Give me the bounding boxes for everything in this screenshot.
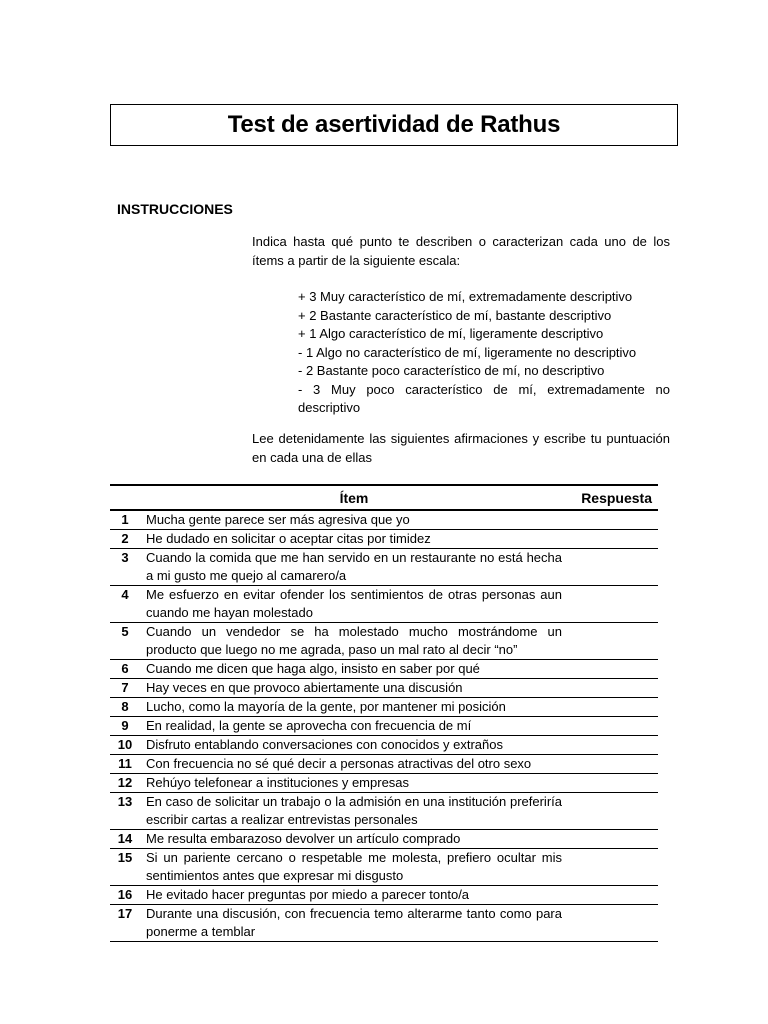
scale-item: + 1 Algo característico de mí, ligeramente descriptivo	[298, 326, 604, 341]
response-cell[interactable]	[568, 717, 658, 736]
item-text: En realidad, la gente se aprovecha con frecuencia de mí	[146, 718, 472, 733]
table-row	[110, 774, 658, 793]
scale-item: + 3 Muy característico de mí, extremadamente descriptivo	[298, 289, 633, 304]
item-number: 10	[117, 737, 133, 752]
items-table	[110, 484, 658, 942]
response-cell[interactable]	[568, 623, 658, 660]
table-row	[110, 905, 658, 942]
item-number: 17	[117, 906, 133, 921]
header-response: Respuesta	[581, 490, 652, 506]
table-header-row	[110, 485, 658, 510]
item-text: Rehúyo telefonear a instituciones y empresas	[146, 775, 410, 790]
instructions-intro: Indica hasta qué punto te describen o caracterizan cada uno de los ítems a partir de la siguiente escala:	[252, 234, 670, 268]
item-number: 9	[121, 718, 129, 733]
response-cell[interactable]	[568, 905, 658, 942]
item-text: Durante una discusión, con frecuencia temo alterarme tanto como para ponerme a temblar	[146, 906, 562, 939]
response-cell[interactable]	[568, 830, 658, 849]
item-text: Si un pariente cercano o respetable me molesta, prefiero ocultar mis sentimientos antes que expresar mi disgusto	[146, 850, 562, 883]
table-row	[110, 717, 658, 736]
table-row	[110, 736, 658, 755]
response-cell[interactable]	[568, 793, 658, 830]
reading-instructions: Lee detenidamente las siguientes afirmaciones y escribe tu puntuación en cada una de ellas	[252, 431, 670, 465]
response-cell[interactable]	[568, 755, 658, 774]
rating-scale	[298, 288, 670, 418]
instructions-heading: INSTRUCCIONES	[117, 201, 233, 217]
response-cell[interactable]	[568, 774, 658, 793]
item-text: Mucha gente parece ser más agresiva que yo	[146, 512, 410, 527]
item-text: Cuando la comida que me han servido en un restaurante no está hecha a mi gusto me quejo al camarero/a	[146, 550, 562, 583]
item-number: 1	[121, 512, 129, 527]
table-row	[110, 793, 658, 830]
item-text: He dudado en solicitar o aceptar citas por timidez	[146, 531, 431, 546]
item-text: Disfruto entablando conversaciones con conocidos y extraños	[146, 737, 503, 752]
item-number: 12	[117, 775, 133, 790]
table-row	[110, 530, 658, 549]
table-row	[110, 660, 658, 679]
item-number: 13	[117, 794, 133, 809]
item-number: 3	[121, 550, 129, 565]
response-cell[interactable]	[568, 530, 658, 549]
response-cell[interactable]	[568, 736, 658, 755]
item-number: 11	[118, 756, 132, 771]
title-box	[110, 104, 678, 146]
table-row	[110, 510, 658, 530]
item-number: 5	[121, 624, 129, 639]
response-cell[interactable]	[568, 660, 658, 679]
table-row	[110, 623, 658, 660]
response-cell[interactable]	[568, 586, 658, 623]
table-row	[110, 549, 658, 586]
scale-item: - 1 Algo no característico de mí, ligeramente no descriptivo	[298, 344, 637, 360]
item-number: 6	[121, 661, 129, 676]
page-title: Test de asertividad de Rathus	[227, 111, 561, 138]
table-row	[110, 830, 658, 849]
item-text: Cuando un vendedor se ha molestado mucho mostrándome un producto que luego no me agrada, paso un mal rato al decir “no”	[146, 624, 562, 657]
item-text: Me resulta embarazoso devolver un artículo comprado	[146, 831, 461, 846]
scale-item: - 3 Muy poco característico de mí, extremadamente no descriptivo	[298, 381, 670, 415]
scale-item: - 2 Bastante poco característico de mí, no descriptivo	[298, 363, 605, 378]
table-row	[110, 679, 658, 698]
table-body	[110, 510, 658, 942]
item-text: Cuando me dicen que haga algo, insisto en saber por qué	[146, 661, 480, 676]
header-item: Ítem	[339, 490, 369, 506]
table-row	[110, 886, 658, 905]
scale-item: + 2 Bastante característico de mí, bastante descriptivo	[298, 307, 612, 323]
item-number: 4	[121, 587, 129, 602]
item-text: Me esfuerzo en evitar ofender los sentimientos de otras personas aun cuando me hayan molestado	[146, 587, 562, 620]
item-number: 15	[117, 850, 133, 865]
item-text: Con frecuencia no sé qué decir a personas atractivas del otro sexo	[146, 756, 532, 771]
response-cell[interactable]	[568, 886, 658, 905]
item-text: He evitado hacer preguntas por miedo a parecer tonto/a	[146, 887, 470, 902]
item-number: 16	[117, 887, 133, 902]
response-cell[interactable]	[568, 510, 658, 530]
table-row	[110, 698, 658, 717]
item-number: 7	[121, 680, 129, 695]
response-cell[interactable]	[568, 679, 658, 698]
table-row	[110, 586, 658, 623]
table-row	[110, 849, 658, 886]
item-text: Lucho, como la mayoría de la gente, por mantener mi posición	[146, 699, 506, 714]
response-cell[interactable]	[568, 698, 658, 717]
item-text: Hay veces en que provoco abiertamente una discusión	[146, 680, 463, 695]
table-row	[110, 755, 658, 774]
item-number: 14	[117, 831, 133, 846]
response-cell[interactable]	[568, 849, 658, 886]
item-number: 2	[121, 531, 129, 546]
response-cell[interactable]	[568, 549, 658, 586]
item-number: 8	[121, 699, 129, 714]
header-number	[110, 485, 140, 510]
item-text: En caso de solicitar un trabajo o la admisión en una institución preferiría escribir cartas a realizar entrevistas personales	[146, 794, 562, 827]
